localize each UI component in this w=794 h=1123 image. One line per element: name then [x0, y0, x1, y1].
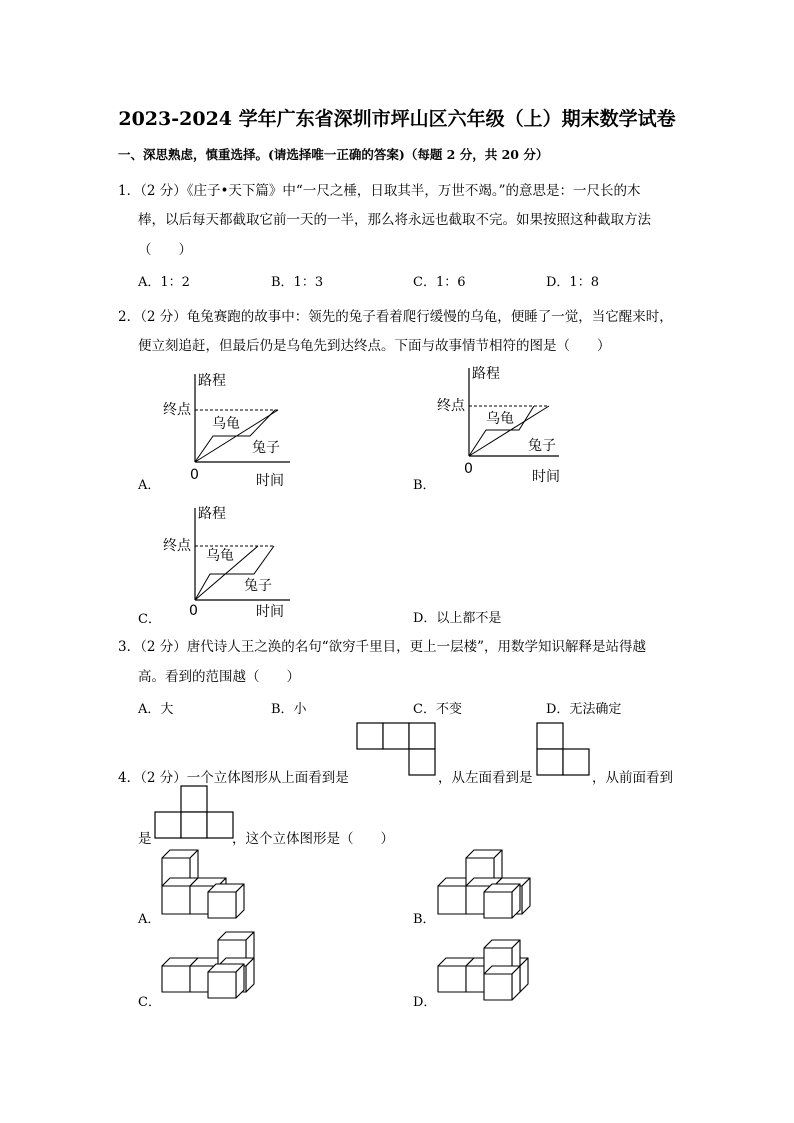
q4-option-d[interactable]: D． — [413, 995, 437, 1010]
cube — [484, 966, 520, 1000]
cube-figure-a — [162, 848, 252, 920]
cube — [208, 964, 244, 998]
top-view-figure — [356, 722, 436, 776]
ylabel: 路程 — [198, 373, 226, 389]
q4-text-e: ，这个立体图形是（ ） — [232, 831, 394, 847]
cube — [208, 884, 244, 918]
q3-option-d[interactable]: D．无法确定 — [546, 702, 622, 717]
rabbit-label: 兔子 — [252, 440, 280, 456]
cube-figure-c — [162, 932, 254, 1004]
origin-label: 0 — [190, 467, 199, 483]
q1-option-d[interactable]: D．1：8 — [546, 275, 599, 290]
q2-line1: 2．（2 分）龟兔赛跑的故事中：领先的兔子看着爬行缓慢的乌龟，便睡了一觉，当它醒来时， — [118, 309, 673, 325]
q3-option-c[interactable]: C．不变 — [413, 702, 462, 717]
finish-label: 终点 — [163, 538, 191, 554]
q1-option-c[interactable]: C．1：6 — [413, 275, 466, 290]
q1-line1: 1．（2 分）《庄子•天下篇》中“一尺之棰，日取其半，万世不竭。”的意思是：一尺长的木 — [118, 183, 641, 199]
q4-option-c[interactable]: C． — [138, 995, 161, 1010]
turtle-label: 乌龟 — [486, 411, 514, 427]
exam-title: 2023-2024 学年广东省深圳市坪山区六年级（上）期末数学试卷 — [118, 108, 676, 130]
q4-text-b: ，从左面看到是 — [438, 770, 533, 786]
q4-text-d: 是 — [138, 831, 152, 847]
q4-option-a[interactable]: A． — [138, 912, 161, 927]
turtle-label: 乌龟 — [212, 416, 240, 432]
cube-figure-d — [438, 940, 530, 1002]
rabbit-label: 兔子 — [528, 438, 556, 454]
q2-option-d[interactable]: D．以上都不是 — [413, 611, 502, 626]
q4-text-a: 4．（2 分）一个立体图形从上面看到是 — [118, 770, 349, 786]
q2-option-a[interactable]: A． — [138, 478, 161, 493]
q4-text-c: ，从前面看到 — [592, 770, 673, 786]
graph-c — [150, 502, 300, 627]
cube-figure-b — [438, 848, 530, 920]
finish-label: 终点 — [437, 398, 465, 414]
origin-label: 0 — [464, 461, 473, 477]
q3-line2: 高。看到的范围越（ ） — [138, 669, 300, 685]
q2-option-c[interactable]: C． — [138, 612, 161, 627]
graph-a — [150, 366, 300, 491]
q3-option-b[interactable]: B．小 — [271, 702, 307, 717]
section-heading: 一、深思熟虑，慎重选择。(请选择唯一正确的答案)（每题 2 分，共 20 分） — [118, 147, 549, 162]
q1-option-a[interactable]: A．1：2 — [138, 275, 190, 290]
front-view-figure — [154, 785, 234, 839]
origin-label: 0 — [189, 603, 198, 619]
ylabel: 路程 — [472, 366, 500, 382]
graph-b — [424, 362, 574, 487]
q2-option-b[interactable]: B． — [413, 478, 436, 493]
turtle-label: 乌龟 — [206, 548, 234, 564]
q4-option-b[interactable]: B． — [413, 912, 436, 927]
q3-line1: 3．（2 分）唐代诗人王之涣的名句“欲穷千里目，更上一层楼”，用数学知识解释是站得越 — [118, 639, 647, 655]
xlabel: 时间 — [256, 604, 284, 620]
q2-line2: 便立刻追赶，但最后仍是乌龟先到达终点。下面与故事情节相符的图是（ ） — [138, 338, 611, 354]
q1-option-b[interactable]: B．1：3 — [271, 275, 324, 290]
q3-option-a[interactable]: A．大 — [138, 702, 174, 717]
ylabel: 路程 — [198, 506, 226, 522]
xlabel: 时间 — [532, 469, 560, 485]
xlabel: 时间 — [256, 473, 284, 489]
finish-label: 终点 — [163, 402, 191, 418]
q1-line3: （ ） — [138, 242, 192, 258]
left-view-figure — [536, 722, 590, 776]
rabbit-label: 兔子 — [244, 578, 272, 594]
q1-line2: 棒，以后每天都截取它前一天的一半，那么将永远也截取不完。如果按照这种截取方法 — [138, 212, 651, 228]
cube — [484, 884, 520, 918]
